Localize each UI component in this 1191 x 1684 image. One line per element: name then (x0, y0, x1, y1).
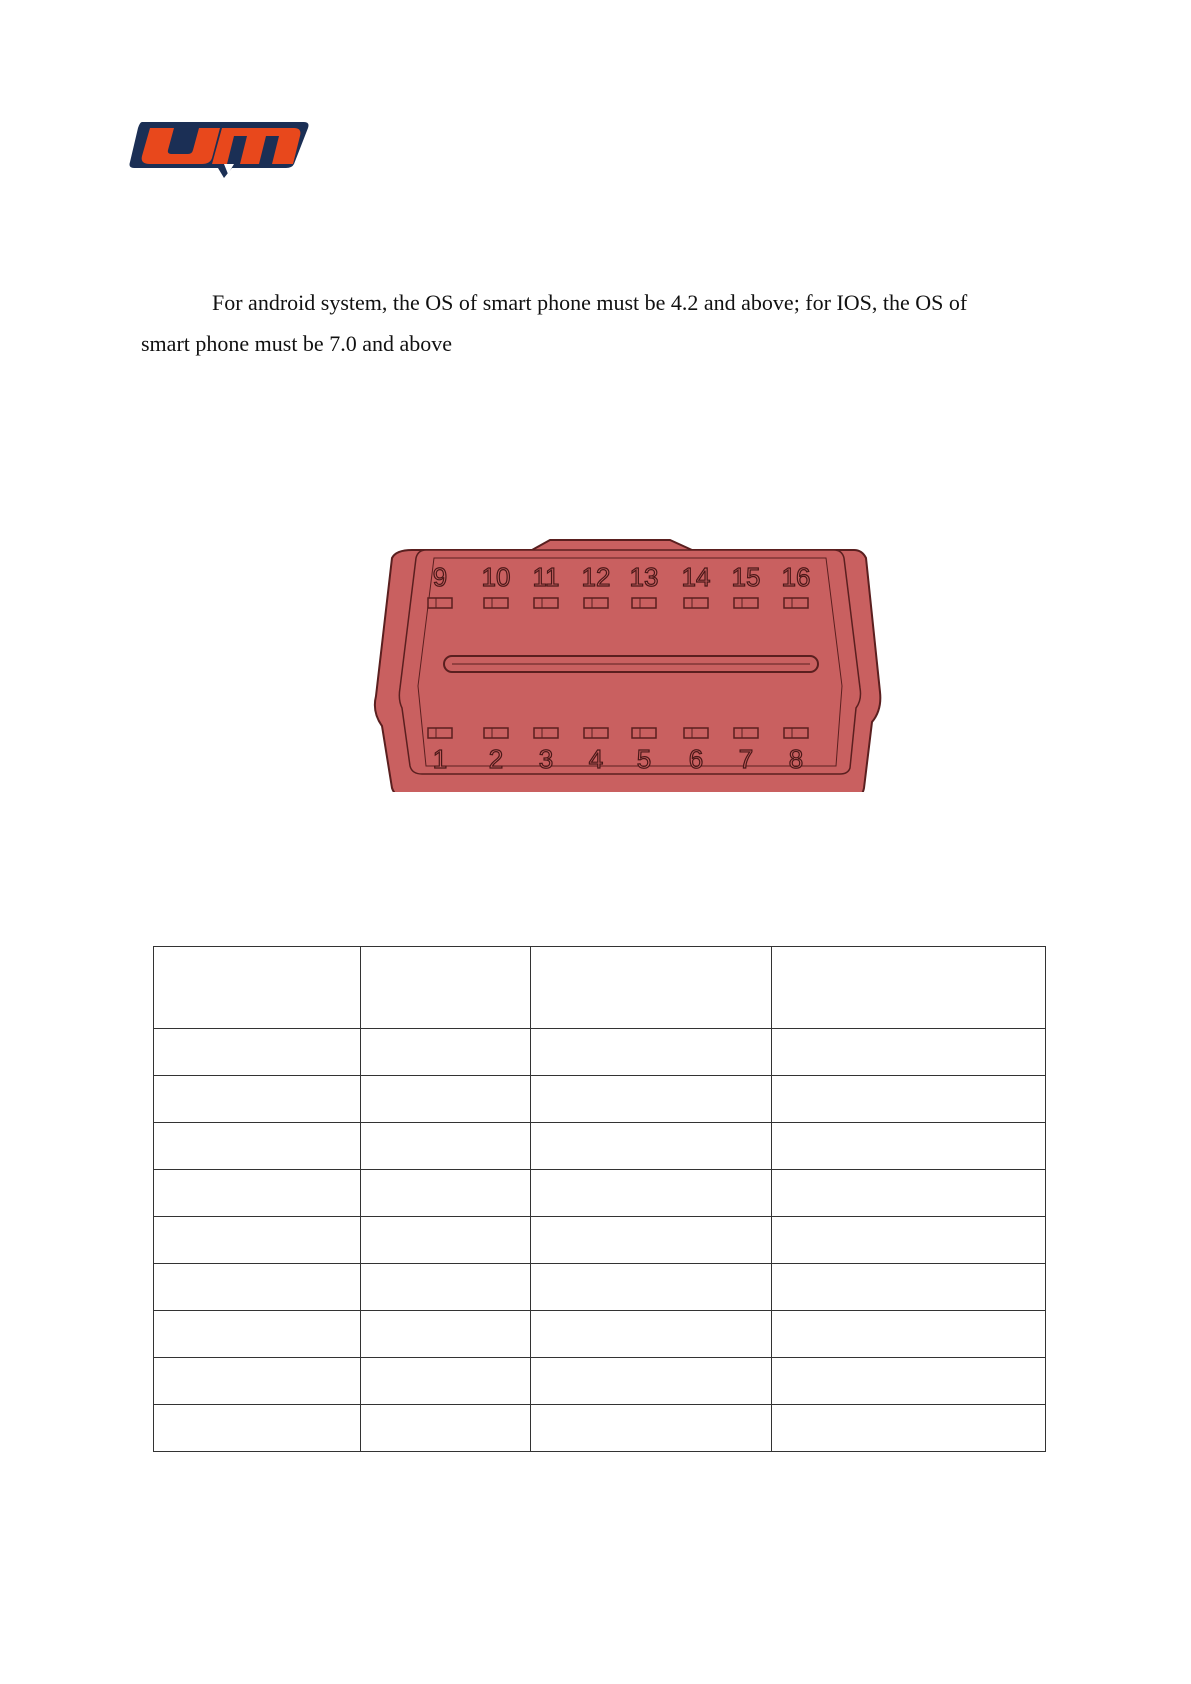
obd2-connector-diagram (372, 536, 892, 792)
table-cell (154, 1123, 361, 1170)
table-cell (154, 1170, 361, 1217)
table-cell (154, 1264, 361, 1311)
table-row (154, 1029, 1046, 1076)
pin-contact (534, 728, 558, 738)
table-row (154, 1405, 1046, 1452)
table-cell (531, 1123, 772, 1170)
pin-label: 2 (488, 744, 504, 774)
pin-13 (630, 562, 659, 608)
pin-contact (784, 598, 808, 608)
pin-contact (428, 728, 452, 738)
table-cell (531, 1311, 772, 1358)
table-cell (531, 1170, 772, 1217)
pin-label: 16 (781, 562, 811, 592)
pin-contact (734, 728, 758, 738)
table-cell (154, 1358, 361, 1405)
table-cell (772, 1264, 1046, 1311)
paragraph-line-2: smart phone must be 7.0 and above (141, 331, 452, 356)
table-cell (531, 1076, 772, 1123)
os-requirement-paragraph (141, 282, 1021, 364)
pin-contact (684, 728, 708, 738)
table-cell (361, 1029, 531, 1076)
table-cell (531, 1217, 772, 1264)
table-cell (361, 1170, 531, 1217)
table-cell (772, 1311, 1046, 1358)
table-cell (772, 1358, 1046, 1405)
table-row (154, 1076, 1046, 1123)
pin-contact (632, 598, 656, 608)
pin-contact (734, 598, 758, 608)
table-row (154, 1123, 1046, 1170)
table-cell (531, 1264, 772, 1311)
pin-label: 6 (688, 744, 704, 774)
table-cell (154, 1311, 361, 1358)
pin-table (153, 946, 1046, 1452)
pin-label: 5 (636, 744, 652, 774)
pin-label: 13 (629, 562, 659, 592)
pin-contact (534, 598, 558, 608)
table-row (154, 1170, 1046, 1217)
pin-label: 9 (432, 562, 448, 592)
table-row (154, 1311, 1046, 1358)
table-cell (361, 1311, 531, 1358)
um-logo (128, 112, 310, 178)
table-cell (772, 1405, 1046, 1452)
pin-label: 8 (788, 744, 804, 774)
table-row (154, 1264, 1046, 1311)
pin-12 (582, 562, 611, 608)
table-cell (772, 1029, 1046, 1076)
pin-label: 3 (538, 744, 554, 774)
table-cell (531, 1029, 772, 1076)
pin-contact (584, 598, 608, 608)
table-cell (772, 947, 1046, 1029)
pin-label: 4 (588, 744, 604, 774)
pin-label: 1 (432, 744, 448, 774)
table-cell (361, 1123, 531, 1170)
pin-15 (732, 562, 761, 608)
table-cell (361, 947, 531, 1029)
pin-11 (533, 562, 560, 608)
pin-contact (428, 598, 452, 608)
table-cell (361, 1358, 531, 1405)
table-cell (361, 1217, 531, 1264)
pin-contact (484, 598, 508, 608)
table-cell (154, 1217, 361, 1264)
table-cell (772, 1123, 1046, 1170)
pin-label: 15 (731, 562, 761, 592)
pin-contact (484, 728, 508, 738)
pin-label: 7 (738, 744, 754, 774)
pin-contact (684, 598, 708, 608)
paragraph-line-1: For android system, the OS of smart phone must be 4.2 and above; for IOS, the OS of (212, 290, 968, 315)
table-cell (361, 1264, 531, 1311)
pin-contact (784, 728, 808, 738)
pin-label: 14 (681, 562, 711, 592)
table-header-row (154, 947, 1046, 1029)
pin-contact (584, 728, 608, 738)
pin-label: 12 (581, 562, 611, 592)
table-row (154, 1217, 1046, 1264)
table-cell (361, 1076, 531, 1123)
pin-14 (682, 562, 711, 608)
pin-16 (782, 562, 811, 608)
table-row (154, 1358, 1046, 1405)
table-cell (361, 1405, 531, 1452)
pin-10 (482, 562, 511, 608)
table-cell (772, 1170, 1046, 1217)
table-cell (154, 1076, 361, 1123)
pin-label: 11 (532, 562, 560, 592)
table-cell (154, 1405, 361, 1452)
table-cell (531, 1405, 772, 1452)
pin-contact (632, 728, 656, 738)
table-cell (154, 947, 361, 1029)
table-cell (772, 1076, 1046, 1123)
table-cell (772, 1217, 1046, 1264)
table-cell (531, 947, 772, 1029)
table-cell (531, 1358, 772, 1405)
pin-label: 10 (481, 562, 511, 592)
table-cell (154, 1029, 361, 1076)
